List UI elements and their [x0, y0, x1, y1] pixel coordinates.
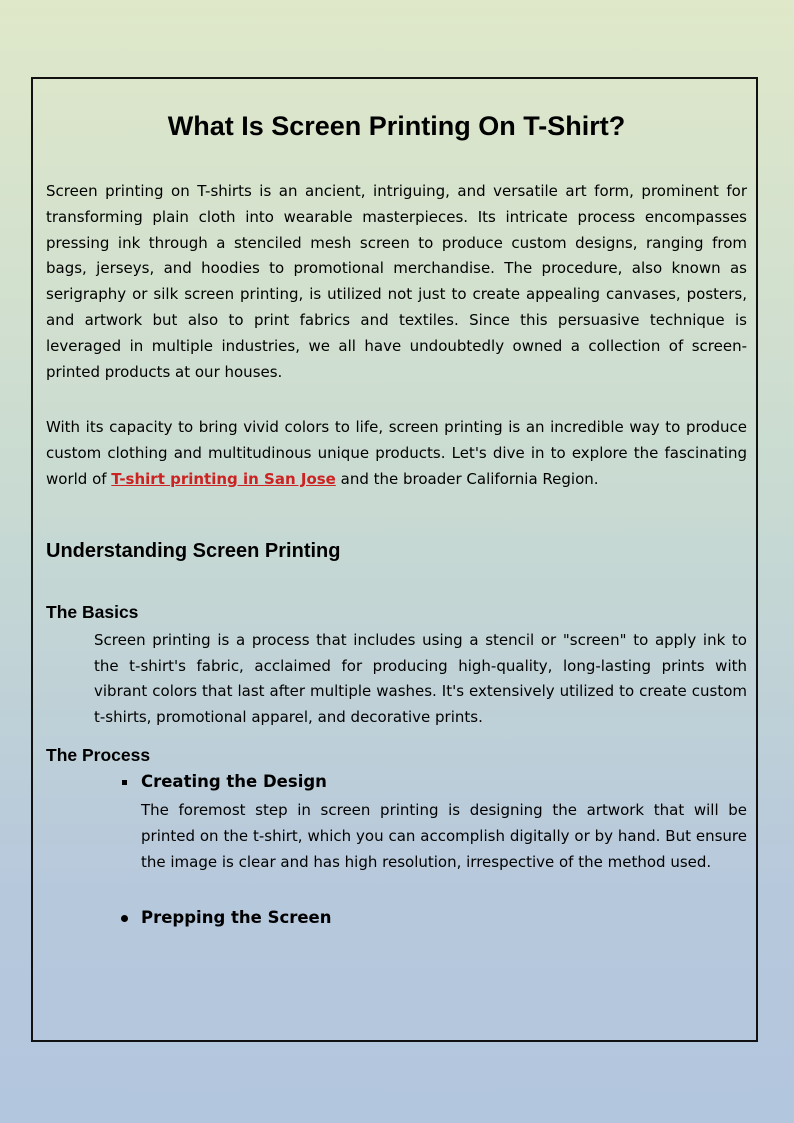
intro-paragraph-1: Screen printing on T-shirts is an ancient, intriguing, and versatile art form, prominent for transforming plain cloth into wearable masterpieces. Its intricate process encompasses pressing ink through a stenciled mesh screen to produce custom designs, ranging from bags, jerseys, and hoodies to promotional merchandise. The procedure, also known as serigraphy or silk screen printing, is utilized not just to create appealing canvases, posters, and artwork but also to print fabrics and textiles. Since this persuasive technique is leveraged in multiple industries, we all have undoubtedly owned a collection of screen-printed products at our houses. [46, 182, 747, 381]
process-heading: The Process [46, 744, 151, 765]
step-title: Prepping the Screen [141, 908, 332, 928]
section-heading: Understanding Screen Printing [46, 539, 341, 562]
intro-paragraph-2-end: and the broader California Region. [335, 469, 599, 488]
page-title: What Is Screen Printing On T-Shirt? [167, 111, 626, 141]
article-content [46, 79, 747, 930]
intro-paragraph-2 [46, 415, 747, 492]
step-title: Creating the Design [141, 771, 327, 791]
basics-heading: The Basics [46, 601, 139, 622]
page-frame [31, 77, 758, 1042]
disc-bullet-icon [121, 915, 128, 922]
square-bullet-icon [122, 780, 127, 785]
process-step-1 [141, 770, 747, 875]
step-description: The foremost step in screen printing is designing the artwork that will be printed on the t-shirt, which you can accomplish digitally or by hand. But ensure the image is clear and has high resolution, irrespective of the method used. [141, 800, 747, 871]
basics-text: Screen printing is a process that includes using a stencil or "screen" to apply ink to the t-shirt's fabric, acclaimed for producing high-quality, long-lasting prints with vibrant colors that last after multiple washes. It's extensively utilized to create custom t-shirts, promotional apparel, and decorative prints. [94, 630, 747, 727]
san-jose-printing-link[interactable]: T-shirt printing in San Jose [111, 469, 336, 488]
intro-paragraph-2-start: With its capacity to bring vivid colors to life, screen printing is an incredible way to produce custom clothing and multitudinous unique products. Let's dive in to explore the fascinating world of [46, 418, 747, 488]
process-step-2 [141, 906, 747, 930]
